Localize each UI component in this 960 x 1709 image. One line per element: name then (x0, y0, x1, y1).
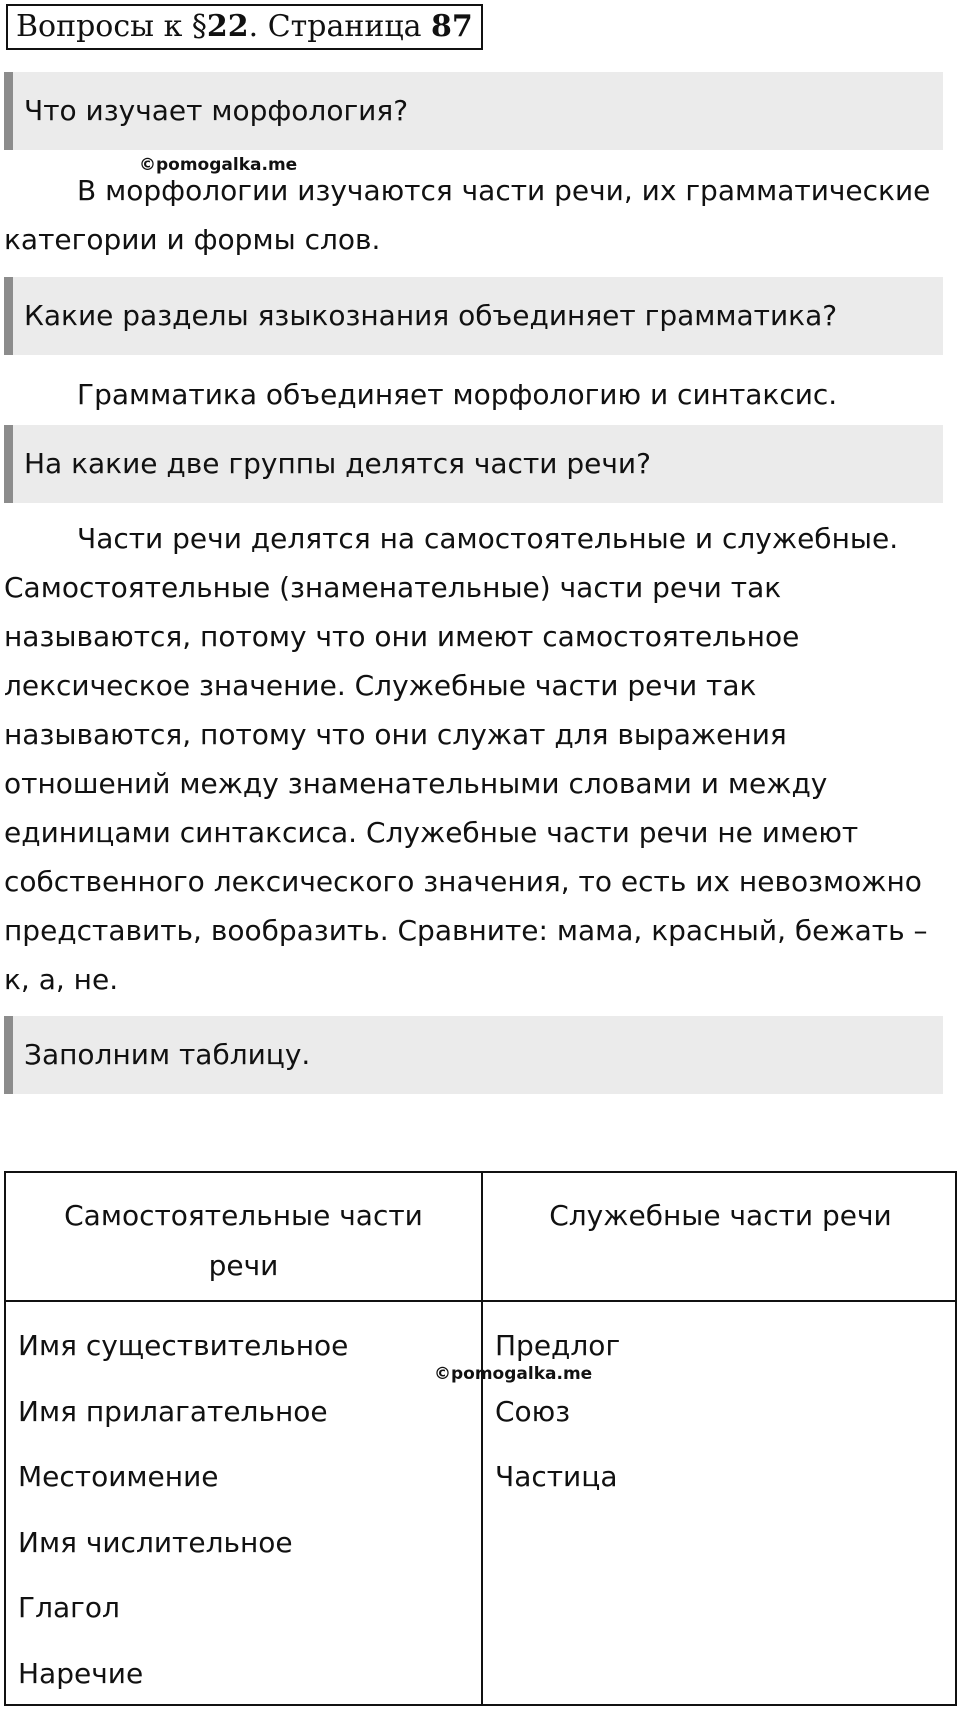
table-cell-item: Имя существительное (18, 1329, 349, 1362)
question-3: На какие две группы делятся части речи? (4, 425, 943, 503)
title-prefix: Вопросы к § (16, 9, 207, 44)
auxiliary-column (495, 1313, 620, 1510)
page-title (6, 4, 483, 50)
page-number: 87 (431, 9, 473, 44)
table-cell-item: Предлог (495, 1329, 621, 1362)
watermark-table: ©pomogalka.me (434, 1364, 593, 1384)
table-cell-item: Имя прилагательное (18, 1394, 328, 1428)
header-auxiliary: Служебные части речи (549, 1199, 892, 1232)
title-middle: . Страница (248, 9, 432, 44)
table-cell-item: Глагол (18, 1591, 120, 1624)
answer-2: Грамматика объединяет морфологию и синтаксис. (77, 378, 838, 411)
table-divider-vertical (481, 1173, 483, 1704)
table-cell-item: Местоимение (18, 1460, 219, 1493)
table-divider-horizontal (6, 1300, 955, 1302)
section-number: 22 (206, 9, 249, 44)
answer-3: Части речи делятся на самостоятельные и служебные. Самостоятельные (знаменательные) части речи так называются, потому что они имеют самостоятельное лексическое значение. Служебные части речи так называются, потому что они служат для выражения отношений между знаменательными словами и между единицами синтаксиса. Служебные части речи не имеют собственного лексического значения, то есть их невозможно представить, вообразить. Сравните: мама, красный, бежать – к, а, не. (4, 522, 928, 996)
table-cell-item: Частица (495, 1460, 618, 1493)
question-1: Что изучает морфология? (4, 72, 943, 150)
question-2: Какие разделы языкознания объединяет грамматика? (4, 277, 943, 355)
watermark: ©pomogalka.me (139, 155, 298, 175)
task-heading: Заполним таблицу. (4, 1016, 943, 1094)
table-cell-item: Союз (495, 1394, 571, 1428)
header-independent: Самостоятельные части речи (64, 1199, 423, 1282)
answer-1: В морфологии изучаются части речи, их грамматические категории и формы слов. (4, 174, 931, 256)
independent-column (18, 1313, 348, 1706)
parts-of-speech-table (4, 1171, 957, 1706)
table-cell-item: Имя числительное (18, 1525, 293, 1559)
table-cell-item: Наречие (18, 1656, 144, 1690)
